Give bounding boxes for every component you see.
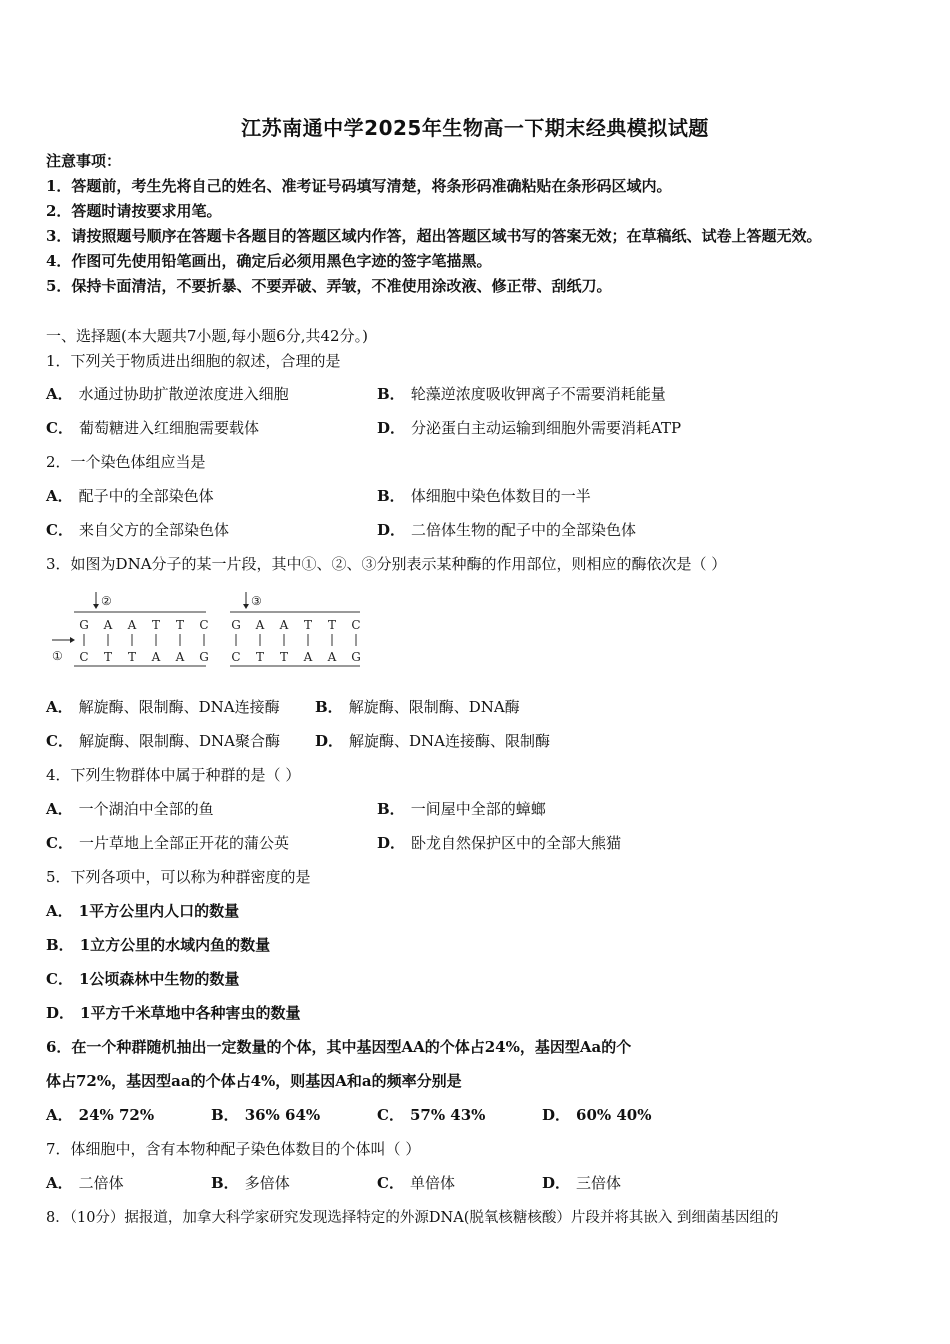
q2-option-a: [46, 486, 214, 506]
q6-option-c: [377, 1105, 485, 1125]
top-base: C: [351, 618, 361, 632]
option-text: 轮藻逆浓度吸收钾离子不需要消耗能量: [410, 385, 666, 403]
option-text: 一个湖泊中全部的鱼: [78, 800, 214, 818]
question-4-stem: 4．下列生物群体中属于种群的是（ ）: [46, 766, 301, 784]
option-label: D．: [377, 834, 406, 852]
option-label: A．: [46, 1106, 73, 1124]
question-5-stem: 5．下列各项中，可以称为种群密度的是: [46, 868, 311, 886]
option-label: D．: [315, 732, 344, 750]
option-label: C．: [46, 732, 73, 750]
notice-item-5: 5．保持卡面清洁，不要折暴、不要弄破、弄皱，不准使用涂改液、修正带、刮纸刀。: [46, 277, 612, 295]
option-text: 卧龙自然保护区中的全部大熊猫: [411, 834, 622, 852]
option-text: 一片草地上全部正开花的蒲公英: [78, 834, 289, 852]
q4-option-a: [46, 799, 214, 819]
option-text: 57% 43%: [409, 1106, 486, 1124]
marker-2: ②: [101, 594, 112, 608]
option-label: B．: [377, 487, 405, 505]
top-base: T: [327, 618, 337, 632]
q1-option-c: [46, 418, 259, 438]
option-text: 单倍体: [409, 1174, 455, 1192]
option-text: 来自父方的全部染色体: [78, 521, 229, 539]
option-label: C．: [46, 521, 73, 539]
marker-1: ①: [52, 649, 63, 663]
q3-option-c: [46, 731, 280, 751]
top-base: A: [279, 618, 289, 632]
top-base: T: [151, 618, 161, 632]
bottom-base: A: [151, 650, 161, 664]
option-label: C．: [377, 1106, 404, 1124]
q2-option-c: [46, 520, 229, 540]
option-label: C．: [46, 834, 73, 852]
notice-item-1: 1．答题前，考生先将自己的姓名、准考证号码填写清楚，将条形码准确粘贴在条形码区域内。: [46, 177, 672, 195]
section-heading: 一、选择题(本大题共7小题,每小题6分,共42分。): [46, 327, 368, 345]
q1-option-b: [377, 384, 666, 404]
top-base: A: [127, 618, 137, 632]
bottom-base: C: [79, 650, 89, 664]
option-text: 解旋酶、DNA连接酶、限制酶: [349, 732, 551, 750]
option-label: D．: [377, 521, 406, 539]
q4-option-b: [377, 799, 546, 819]
bottom-base: T: [255, 650, 265, 664]
q3-option-b: [315, 697, 520, 717]
option-label: C．: [377, 1174, 404, 1192]
q6-option-a: [46, 1105, 154, 1125]
notice-item-4: 4．作图可先使用铅笔画出，确定后必须用黑色字迹的签字笔描黑。: [46, 252, 492, 270]
bottom-base: C: [231, 650, 241, 664]
bottom-base: T: [127, 650, 137, 664]
q5-option-b: [46, 935, 270, 955]
bottom-base: A: [303, 650, 313, 664]
option-text: 体细胞中染色体数目的一半: [410, 487, 591, 505]
top-base: A: [103, 618, 113, 632]
exam-title: 江苏南通中学2025年生物高一下期末经典模拟试题: [241, 116, 709, 140]
option-text: 水通过协助扩散逆浓度进入细胞: [78, 385, 289, 403]
option-text: 1平方公里内人口的数量: [78, 902, 240, 920]
option-text: 葡萄糖进入红细胞需要载体: [78, 419, 259, 437]
option-text: 1公顷森林中生物的数量: [78, 970, 240, 988]
bottom-base: G: [351, 650, 361, 664]
top-base: T: [303, 618, 313, 632]
dna-diagram-svg: [48, 588, 368, 670]
q7-option-b: [211, 1173, 290, 1193]
option-text: 分泌蛋白主动运输到细胞外需要消耗ATP: [411, 419, 682, 437]
right-fragment: [231, 618, 361, 664]
bottom-base: T: [279, 650, 289, 664]
option-label: D．: [377, 419, 406, 437]
option-label: B．: [315, 698, 343, 716]
bottom-base: G: [199, 650, 209, 664]
option-label: B．: [46, 936, 74, 954]
option-label: A．: [46, 800, 73, 818]
marker-3: ③: [251, 594, 262, 608]
option-label: B．: [377, 800, 405, 818]
option-label: D．: [542, 1106, 571, 1124]
q4-option-d: [377, 833, 621, 853]
option-label: D．: [542, 1174, 571, 1192]
option-text: 24% 72%: [78, 1106, 155, 1124]
option-text: 解旋酶、限制酶、DNA聚合酶: [78, 732, 280, 750]
option-text: 多倍体: [244, 1174, 290, 1192]
top-base: C: [199, 618, 209, 632]
q1-option-d: [377, 418, 681, 438]
q6-option-d: [542, 1105, 652, 1125]
option-label: B．: [211, 1106, 239, 1124]
option-label: D．: [46, 1004, 75, 1022]
q2-option-d: [377, 520, 636, 540]
option-label: A．: [46, 902, 73, 920]
q3-option-a: [46, 697, 280, 717]
question-3-stem: 3．如图为DNA分子的某一片段，其中①、②、③分别表示某种酶的作用部位，则相应的酶依次是（ ）: [46, 555, 727, 573]
notice-item-3: 3．请按照题号顺序在答题卡各题目的答题区域内作答，超出答题区域书写的答案无效；在草稿纸、试卷上答题无效。: [46, 227, 822, 245]
question-8-stem: 8．（10分）据报道，加拿大科学家研究发现选择特定的外源DNA(脱氧核糖核酸）片段并将其嵌入 到细菌基因组的: [46, 1210, 779, 1226]
question-6-stem-line-2: 体占72%，基因型aa的个体占4%，则基因A和a的频率分别是: [46, 1072, 462, 1090]
option-text: 解旋酶、限制酶、DNA酶: [348, 698, 520, 716]
q7-option-a: [46, 1173, 124, 1193]
question-1-stem: 1．下列关于物质进出细胞的叙述，合理的是: [46, 352, 341, 370]
bottom-base: T: [103, 650, 113, 664]
option-label: C．: [46, 970, 73, 988]
question-6-stem-line-1: 6．在一个种群随机抽出一定数量的个体，其中基因型AA的个体占24%，基因型Aa的个: [46, 1038, 632, 1056]
q4-option-c: [46, 833, 289, 853]
option-label: C．: [46, 419, 73, 437]
q2-option-b: [377, 486, 591, 506]
notice-item-2: 2．答题时请按要求用笔。: [46, 202, 222, 220]
question-2-stem: 2．一个染色体组应当是: [46, 453, 206, 471]
top-base: G: [231, 618, 241, 632]
top-base: T: [175, 618, 185, 632]
left-fragment: [79, 618, 209, 664]
q5-option-d: [46, 1003, 300, 1023]
bottom-base: A: [175, 650, 185, 664]
q6-option-b: [211, 1105, 320, 1125]
option-label: A．: [46, 698, 73, 716]
option-label: A．: [46, 385, 73, 403]
option-label: B．: [211, 1174, 239, 1192]
option-text: 二倍体: [78, 1174, 124, 1192]
option-text: 三倍体: [576, 1174, 622, 1192]
arrow-head-icon: [70, 637, 75, 643]
option-text: 60% 40%: [576, 1106, 652, 1124]
q1-option-a: [46, 384, 289, 404]
q5-option-a: [46, 901, 239, 921]
option-text: 一间屋中全部的蟑螂: [410, 800, 546, 818]
q7-option-c: [377, 1173, 455, 1193]
q3-option-d: [315, 731, 550, 751]
dna-fragment-diagram: [48, 588, 368, 670]
q5-option-c: [46, 969, 239, 989]
arrow-head-icon: [243, 604, 249, 609]
option-label: A．: [46, 487, 73, 505]
option-label: A．: [46, 1174, 73, 1192]
question-7-stem: 7．体细胞中，含有本物种配子染色体数目的个体叫（ ）: [46, 1140, 421, 1158]
option-text: 36% 64%: [244, 1106, 321, 1124]
option-label: B．: [377, 385, 405, 403]
top-base: G: [79, 618, 89, 632]
option-text: 1平方千米草地中各种害虫的数量: [80, 1004, 301, 1022]
option-text: 解旋酶、限制酶、DNA连接酶: [78, 698, 280, 716]
arrow-head-icon: [93, 604, 99, 609]
notice-heading: 注意事项：: [46, 152, 122, 170]
option-text: 二倍体生物的配子中的全部染色体: [411, 521, 637, 539]
option-text: 配子中的全部染色体: [78, 487, 214, 505]
top-base: A: [255, 618, 265, 632]
q7-option-d: [542, 1173, 621, 1193]
option-text: 1立方公里的水域内鱼的数量: [79, 936, 271, 954]
bottom-base: A: [327, 650, 337, 664]
